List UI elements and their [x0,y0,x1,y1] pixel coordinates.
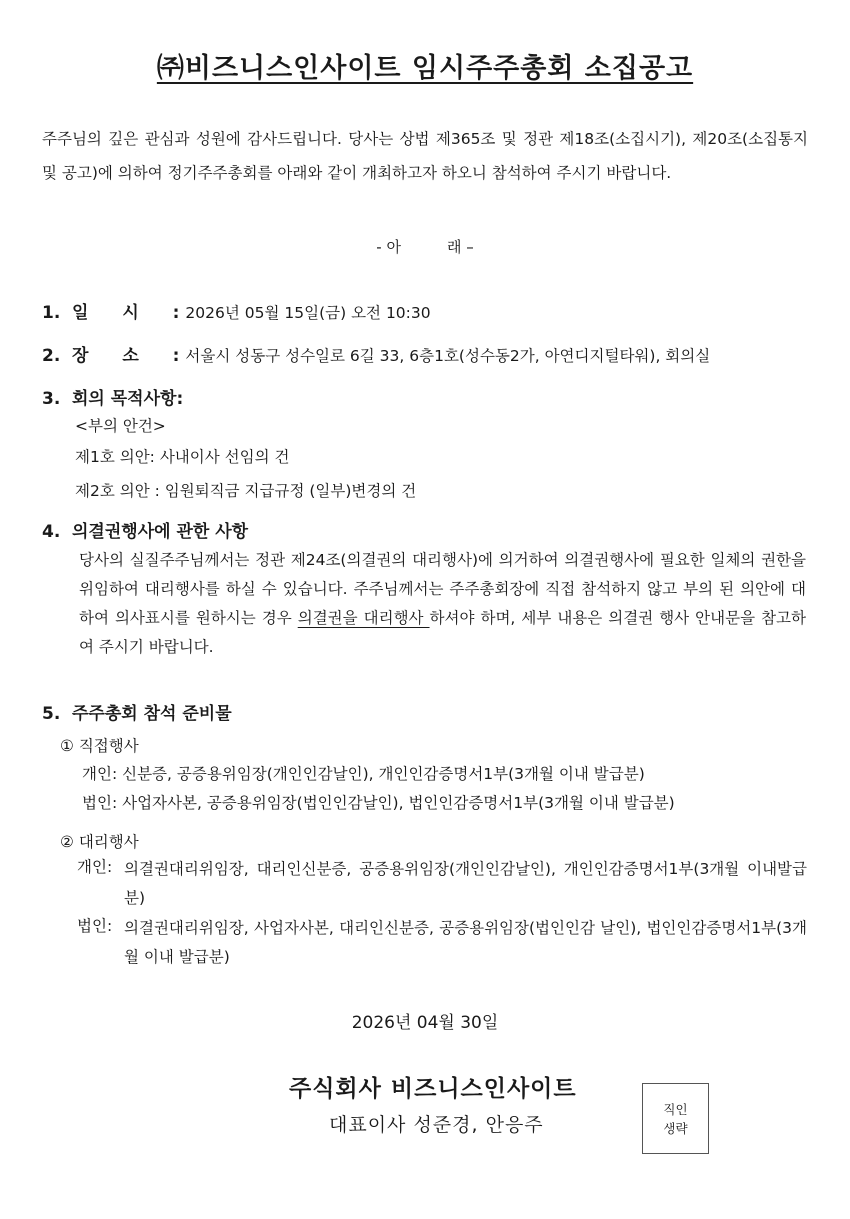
page-title [0,46,850,85]
section-number: 5. [42,704,61,724]
title-text: ㈜비즈니스인사이트 임시주주총회 소집공고 [156,53,694,84]
divider [0,236,850,257]
section-number: 4. [42,522,61,542]
direct-individual: 개인: 신분증, 공증용위임장(개인인감날인), 개인인감증명서1부(3개월 이내 발급분) [82,765,645,783]
section-number: 2. [42,346,61,366]
section-agenda [42,384,183,409]
proxy-individual-text: 의결권대리위임장, 대리인신분증, 공증용위임장(개인인감날인), 개인인감증명서1부(3개월 이내발급분) [124,860,807,907]
proxy-corporate-text: 의결권대리위임장, 사업자사본, 대리인신분증, 공증용위임장(법인인감 날인), 법인인감증명서1부(3개월 이내 발급분) [124,919,807,966]
section-label: 주주총회 참석 준비물 [72,704,232,724]
proxy-title: ② 대리행사 [60,833,139,851]
company-name: 주식회사 비즈니스인사이트 [289,1076,577,1102]
datetime-value: 2026년 05월 15일(금) 오전 10:30 [185,304,431,322]
intro-paragraph: 주주님의 깊은 관심과 성원에 감사드립니다. 당사는 상법 제365조 및 정관 제18조(소집시기), 제20조(소집통지 및 공고)에 의하여 정기주주총회를 아래와 같이 개최하고자 하오니 참석하여 주시기 바랍니다. [42,130,808,182]
section-proxy [42,517,248,542]
venue-value: 서울시 성동구 성수일로 6길 33, 6층1호(성수동2가, 아연디지털타워), 회의실 [185,347,711,365]
stamp-line-2: 생략 [663,1120,688,1136]
section-label: 회의 목적사항: [72,389,184,409]
proxy-individual-label: 개인: [77,858,113,876]
section-venue [42,341,710,366]
proxy-paragraph [79,546,806,662]
agenda-header: <부의 안건> [75,417,166,435]
section-number: 3. [42,389,61,409]
divider-right: 래 – [446,238,474,256]
section-number: 1. [42,303,61,323]
section-label: 장 소 : [72,346,180,366]
seal-omitted-box [642,1083,709,1154]
divider-left: - 아 [376,238,401,256]
proxy-text-after: 하셔야 하며, 세부 내용은 의결권 행사 안내문을 참고하여 주시기 바랍니다. [79,609,807,656]
direct-title: ① 직접행사 [60,737,139,755]
proxy-corporate-label: 법인: [77,917,113,935]
agenda-item-1: 제1호 의안: 사내이사 선임의 건 [75,448,290,466]
proxy-corporate [124,914,807,972]
agenda-item-2: 제2호 의안 : 임원퇴직금 지급규정 (일부)변경의 건 [75,482,417,500]
section-label: 의결권행사에 관한 사항 [72,522,249,542]
section-label: 일 시 : [72,303,180,323]
section-preparation [42,699,232,724]
section-datetime [42,298,431,323]
direct-corporate: 법인: 사업자사본, 공증용위임장(법인인감날인), 법인인감증명서1부(3개월 이내 발급분) [82,794,675,812]
notice-date: 2026년 04월 30일 [351,1013,499,1033]
stamp-line-1: 직인 [663,1101,688,1117]
proxy-individual [124,855,807,913]
proxy-text-before: 당사의 실질주주님께서는 정관 제24조(의결권의 대리행사)에 의거하여 의결권행사에 필요한 일체의 권한을 위임하여 대리행사를 하실 수 있습니다. 주주님께서는 주주총회장에 직접 참석하지 않고 부의 된 의안에 대하여 의사표시를 원하시는 경우 [79,551,806,627]
proxy-underlined-text: 의결권을 대리행사 [297,609,430,627]
ceo-names: 대표이사 성준경, 안응주 [329,1114,544,1136]
